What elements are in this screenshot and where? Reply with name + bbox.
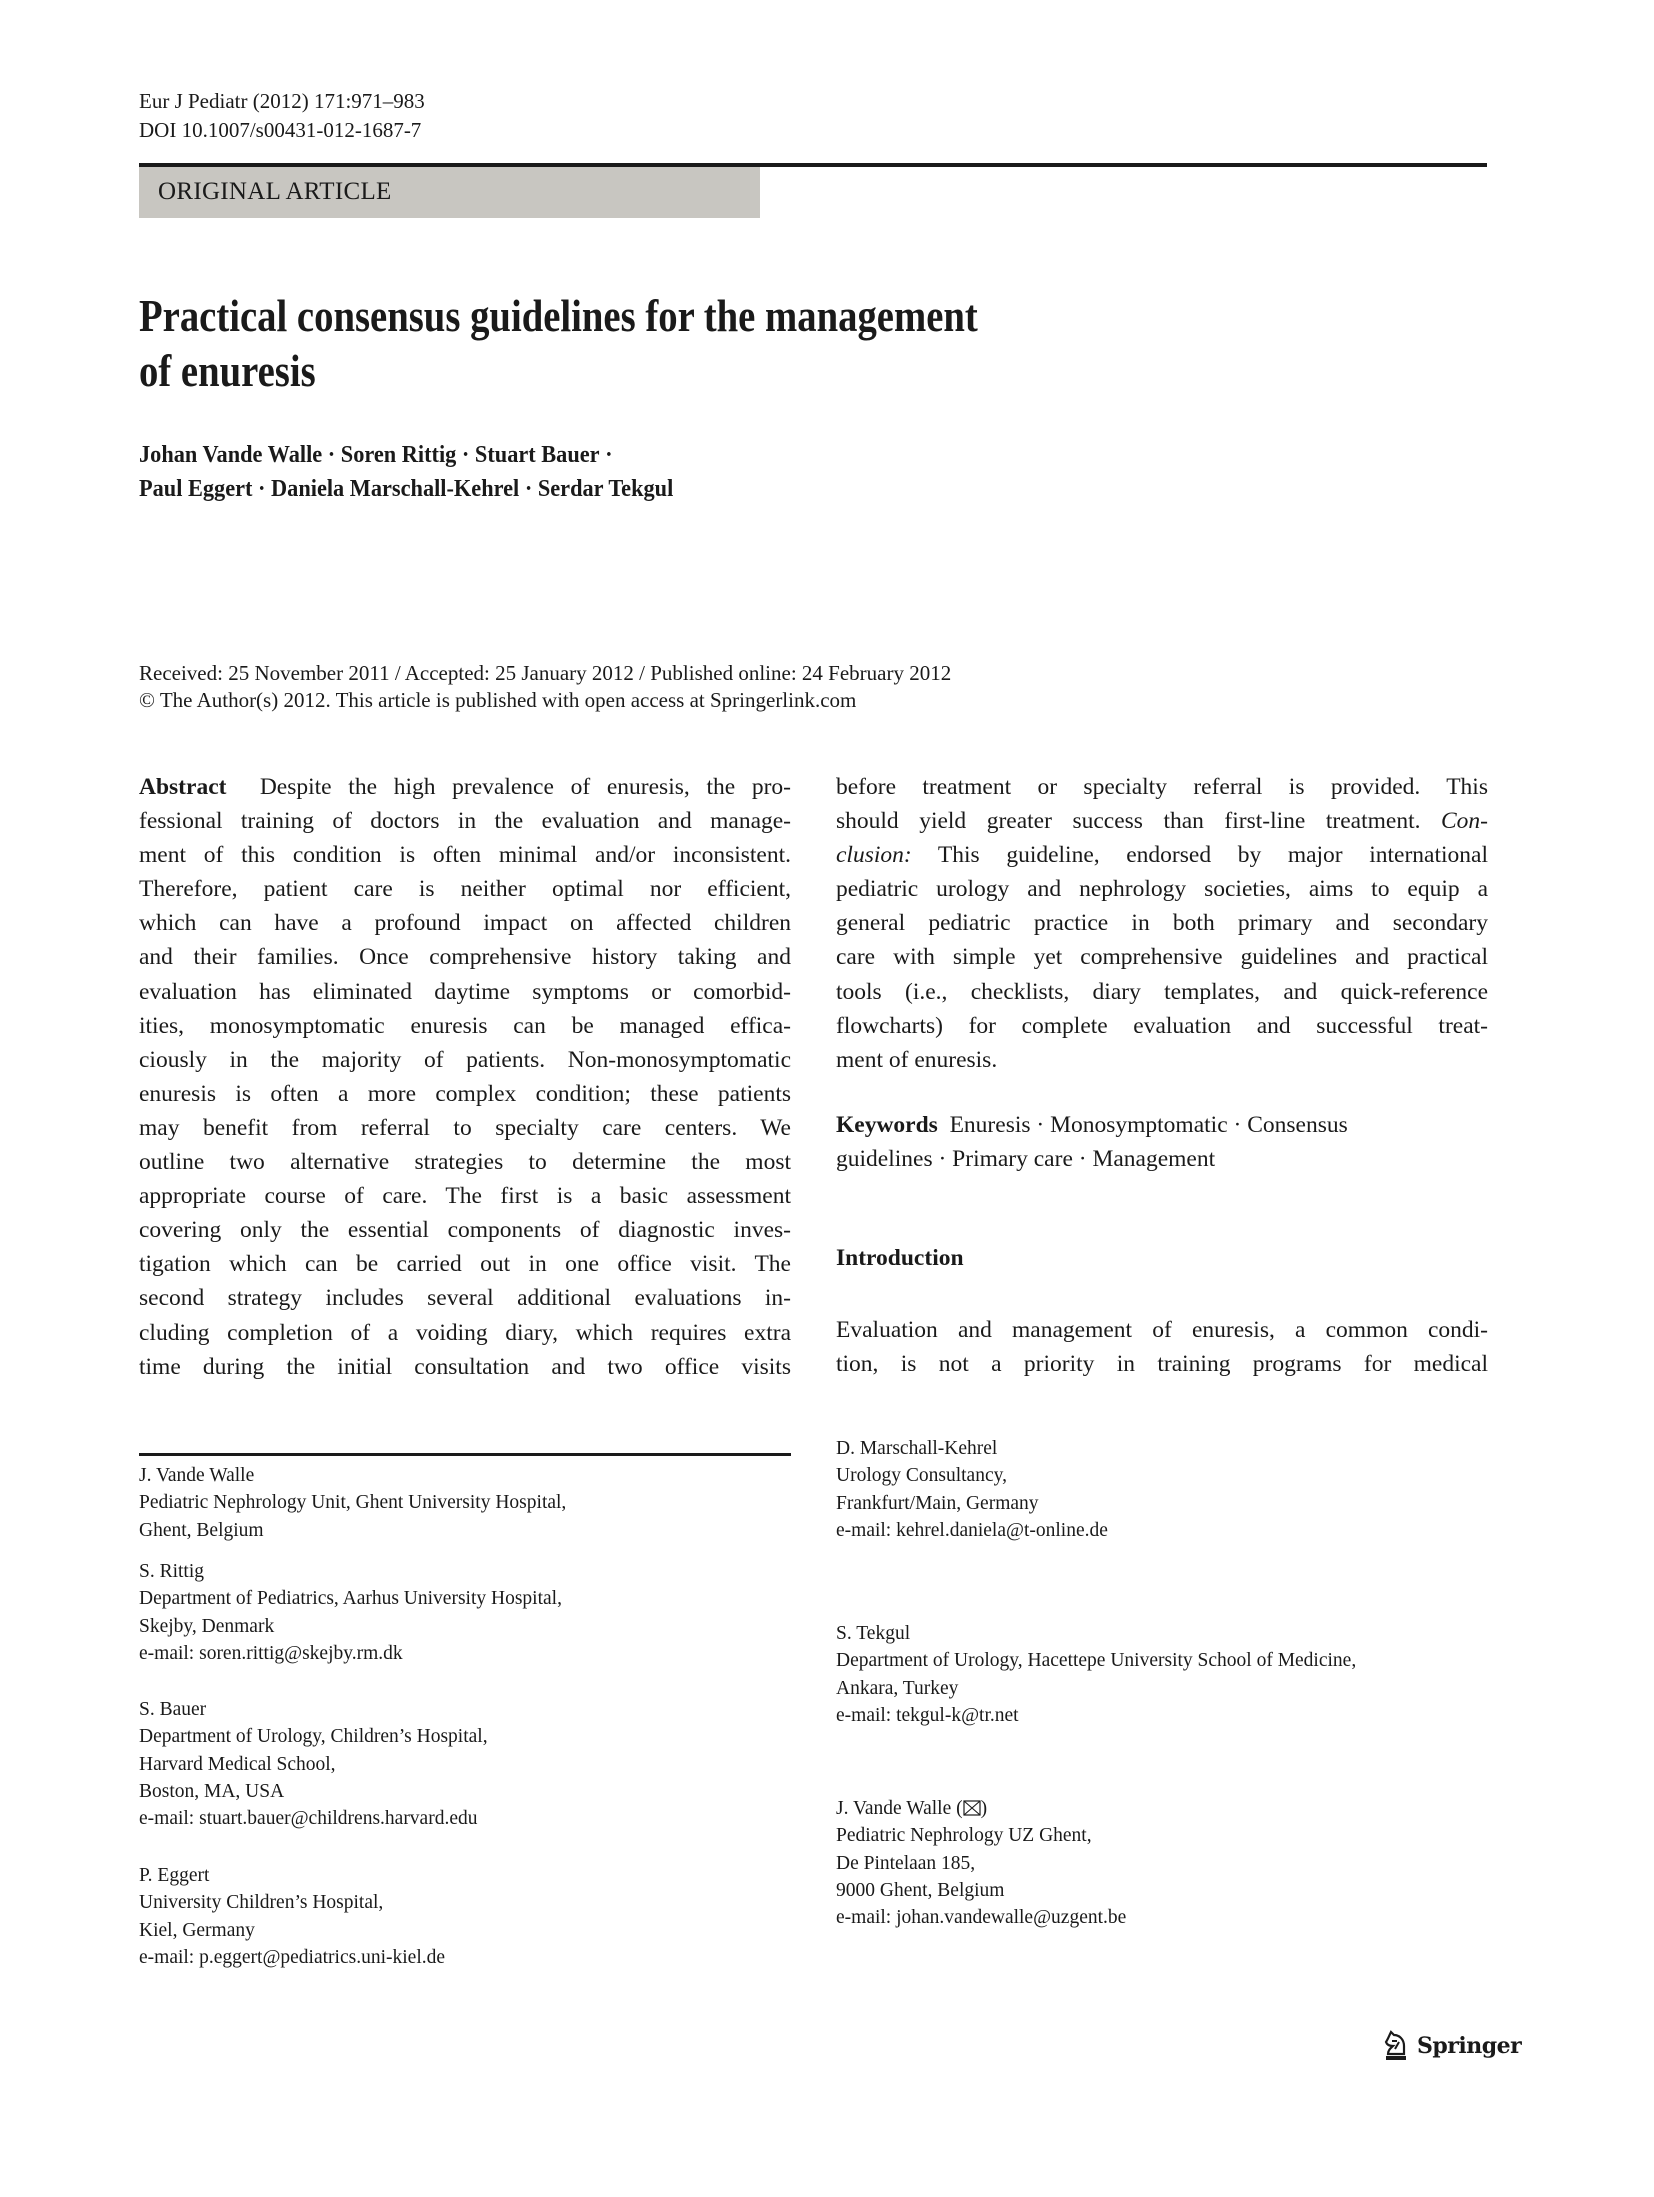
abstract-line: flowcharts) for complete evaluation and successful treat-: [836, 1012, 1488, 1039]
affiliation-block: [836, 1620, 1356, 1729]
affiliation-line: Boston, MA, USA: [139, 1780, 285, 1802]
corresponding-author-name: J. Vande Walle (: [836, 1798, 963, 1819]
abstract-text: should yield greater success than first-line treatment.: [836, 808, 1421, 835]
affiliation-line: e-mail: johan.vandewalle@uzgent.be: [836, 1907, 1127, 1929]
abstract-left-column: [139, 770, 791, 1384]
affiliation-block: [836, 1435, 1108, 1544]
affiliation-line: e-mail: kehrel.daniela@t-online.de: [836, 1519, 1108, 1541]
affiliation-author: P. Eggert: [139, 1865, 210, 1886]
affiliation-line: Kiel, Germany: [139, 1919, 255, 1941]
author-line-2: [139, 472, 1069, 506]
affiliation-author: D. Marschall-Kehrel: [836, 1438, 998, 1459]
envelope-icon: [963, 1800, 981, 1816]
section-heading-introduction: Introduction: [836, 1245, 964, 1271]
abstract-line: tigation which can be carried out in one office visit. The: [139, 1251, 791, 1278]
affiliation-block: [139, 1696, 488, 1832]
affiliation-line: Department of Urology, Hacettepe University School of Medicine,: [836, 1650, 1357, 1672]
springer-knight-icon: [1383, 2030, 1411, 2062]
affiliation-line: University Children’s Hospital,: [139, 1892, 384, 1914]
abstract-line: cluding completion of a voiding diary, which requires extra: [139, 1319, 791, 1346]
article-type-label: ORIGINAL ARTICLE: [158, 178, 392, 205]
copyright-notice: © The Author(s) 2012. This article is published with open access at Springerlink.com: [139, 688, 857, 712]
abstract-line: [139, 770, 791, 804]
title-line-1: Practical consensus guidelines for the management: [139, 291, 978, 341]
author-name: Daniela Marschall-Kehrel: [271, 476, 520, 502]
affiliation-block: [139, 1862, 445, 1971]
affiliation-line: Frankfurt/Main, Germany: [836, 1492, 1039, 1514]
abstract-line: second strategy includes several additional evaluations in-: [139, 1285, 791, 1312]
affiliation-author: J. Vande Walle: [139, 1465, 255, 1486]
abstract-line: pediatric urology and nephrology societies, aims to equip a: [836, 876, 1488, 903]
received-accepted-published: Received: 25 November 2011 / Accepted: 25 January 2012 / Published online: 24 February 2012: [139, 661, 952, 685]
keywords-line-1: [836, 1108, 1488, 1142]
abstract-line: appropriate course of care. The first is a basic assessment: [139, 1183, 791, 1210]
abstract-line: covering only the essential components of diagnostic inves-: [139, 1217, 791, 1244]
affiliation-block: [139, 1462, 566, 1544]
author-line-1: [139, 438, 1069, 472]
affiliation-author: S. Rittig: [139, 1561, 205, 1582]
abstract-label: Abstract: [139, 774, 227, 800]
affiliation-line: e-mail: tekgul-k@tr.net: [836, 1704, 1019, 1726]
author-name: Soren Rittig: [340, 442, 457, 468]
abstract-line: ities, monosymptomatic enuresis can be managed effica-: [139, 1012, 791, 1039]
abstract-line: ment of enuresis.: [836, 1046, 998, 1073]
affiliation-line: De Pintelaan 185,: [836, 1852, 976, 1874]
abstract-line: ciously in the majority of patients. Non-monosymptomatic: [139, 1046, 791, 1073]
abstract-line: [836, 838, 1488, 872]
affiliation-line: Ghent, Belgium: [139, 1519, 264, 1541]
abstract-line: before treatment or specialty referral is provided. This: [836, 774, 1488, 800]
abstract-right-column: [836, 770, 1488, 1077]
publication-dates: [139, 660, 951, 714]
doi: DOI 10.1007/s00431-012-1687-7: [139, 118, 422, 142]
author-separator: ·: [461, 442, 470, 468]
author-separator: ·: [605, 442, 613, 468]
abstract-line: time during the initial consultation and two office visits: [139, 1353, 791, 1380]
affiliation-line: Department of Pediatrics, Aarhus University Hospital,: [139, 1588, 562, 1610]
abstract-line: which can have a profound impact on affected children: [139, 910, 791, 937]
abstract-line: ment of this condition is often minimal and/or inconsistent.: [139, 842, 791, 869]
affiliation-author: S. Tekgul: [836, 1623, 911, 1644]
affiliation-line: Urology Consultancy,: [836, 1465, 1007, 1487]
affiliation-line: Ankara, Turkey: [836, 1677, 959, 1699]
affiliation-line: e-mail: stuart.bauer@childrens.harvard.edu: [139, 1808, 478, 1830]
publisher-logo: [1383, 2030, 1521, 2062]
author-separator: ·: [524, 476, 533, 502]
abstract-line: enuresis is often a more complex condition; these patients: [139, 1080, 791, 1107]
keywords-label: Keywords: [836, 1112, 938, 1138]
author-separator: ·: [327, 442, 336, 468]
affiliation-line: Harvard Medical School,: [139, 1753, 336, 1775]
corresponding-author-close: ): [980, 1798, 988, 1819]
abstract-right-rest: [836, 872, 1488, 1077]
abstract-text: This guideline, endorsed by major international: [937, 842, 1489, 869]
introduction-line: tion, is not a priority in training programs for medical: [836, 1351, 1488, 1378]
introduction-text: [836, 1313, 1488, 1381]
abstract-line: outline two alternative strategies to determine the most: [139, 1149, 791, 1176]
affiliation-line: e-mail: p.eggert@pediatrics.uni-kiel.de: [139, 1946, 446, 1968]
abstract-line: may benefit from referral to specialty care centers. We: [139, 1114, 791, 1141]
affiliation-line: Pediatric Nephrology UZ Ghent,: [836, 1825, 1092, 1847]
affiliation-line: Pediatric Nephrology Unit, Ghent University Hospital,: [139, 1492, 567, 1514]
abstract-line: tools (i.e., checklists, diary templates, and quick-reference: [836, 978, 1488, 1005]
abstract-text: Despite the high prevalence of enuresis, the pro-: [259, 774, 791, 800]
conclusion-label: Con-: [1441, 808, 1488, 835]
affiliation-author: S. Bauer: [139, 1699, 207, 1720]
publisher-name: Springer: [1417, 2033, 1522, 2059]
conclusion-label: clusion:: [836, 842, 912, 869]
affiliation-line: Skejby, Denmark: [139, 1615, 275, 1637]
author-name: Johan Vande Walle: [139, 442, 323, 468]
affiliation-block: [836, 1795, 1126, 1931]
affiliation-block: [139, 1558, 562, 1667]
abstract-line: general pediatric practice in both primary and secondary: [836, 910, 1488, 937]
abstract-line: care with simple yet comprehensive guidelines and practical: [836, 944, 1488, 971]
keywords-text: Enuresis · Monosymptomatic · Consensus: [949, 1112, 1348, 1138]
introduction-line: Evaluation and management of enuresis, a common condi-: [836, 1317, 1488, 1343]
abstract-line: fessional training of doctors in the evaluation and manage-: [139, 808, 791, 835]
affiliation-line: Department of Urology, Children’s Hospital,: [139, 1726, 488, 1748]
affiliation-line: e-mail: soren.rittig@skejby.rm.dk: [139, 1642, 403, 1664]
abstract-line: and their families. Once comprehensive history taking and: [139, 944, 791, 971]
keywords: [836, 1108, 1488, 1176]
author-name: Paul Eggert: [139, 476, 253, 502]
affiliation-line: 9000 Ghent, Belgium: [836, 1879, 1005, 1901]
corresponding-author: [836, 1795, 1126, 1822]
author-name: Serdar Tekgul: [537, 476, 674, 502]
author-separator: ·: [258, 476, 266, 502]
author-list: [139, 438, 1069, 506]
abstract-line: [836, 804, 1488, 838]
abstract-line: evaluation has eliminated daytime symptoms or comorbid-: [139, 978, 791, 1005]
abstract-line: Therefore, patient care is neither optimal nor efficient,: [139, 876, 791, 903]
paper-title: [139, 289, 1171, 399]
author-name: Stuart Bauer: [474, 442, 600, 468]
title-line-2: of enuresis: [139, 346, 316, 396]
keywords-line-2: guidelines · Primary care · Management: [836, 1146, 1216, 1172]
footnote-rule: [139, 1453, 791, 1456]
journal-citation: Eur J Pediatr (2012) 171:971–983: [139, 89, 425, 113]
